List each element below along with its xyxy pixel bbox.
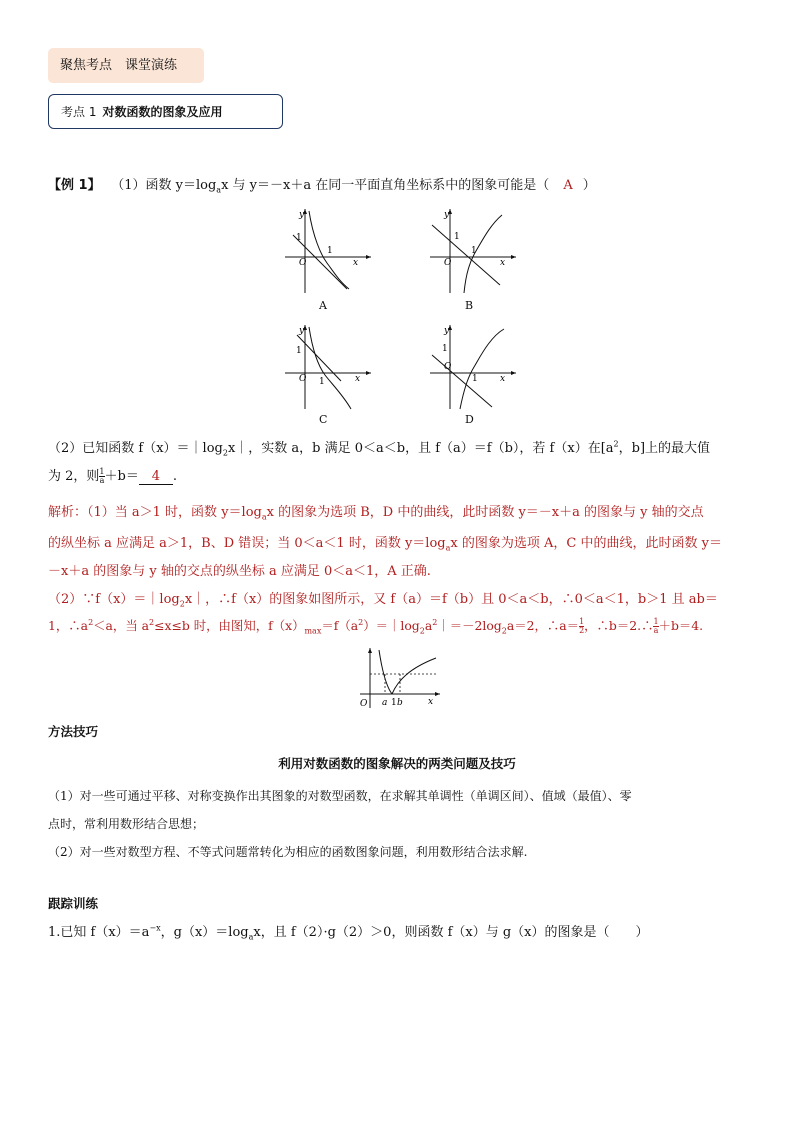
graph-a-label: A xyxy=(319,299,327,312)
method-heading: 方法技巧 xyxy=(48,724,99,739)
svg-text:x: x xyxy=(428,697,434,707)
kaodian-box xyxy=(48,94,283,129)
method-title: 利用对数函数的图象解决的两类问题及技巧 xyxy=(278,756,516,771)
svg-text:O: O xyxy=(444,258,452,268)
solution-figure xyxy=(352,646,444,710)
method-point-2: （2）对一些对数型方程、不等式问题常转化为相应的函数图象问题，利用数形结合法求解. xyxy=(48,845,528,859)
graph-b-label: B xyxy=(465,299,474,312)
svg-text:x: x xyxy=(500,374,506,384)
example-question-2-line2: 为 2，则 $\frac{1}{a}$ ＋b＝ 4 . xyxy=(48,467,177,485)
graph-c-label: C xyxy=(319,413,328,426)
svg-text:y: y xyxy=(299,326,305,336)
answer-4: 4 xyxy=(139,469,173,485)
example-question-2-line1: （2）已知函数 $f(x)=|\log_2x|$，实数 a，b 满足 0＜a＜b，且 f（a）＝f（b），若 f（x）在[$a^2$，b]上的最大值 xyxy=(48,439,711,458)
svg-text:1: 1 xyxy=(296,233,302,243)
graph-d-label: D xyxy=(465,413,474,426)
example-question-1: 【例 1】 （1）函数 $y=\log_ax$ 与 y＝－x＋a 在同一平面直角坐标系中的图象可能是（ A ） xyxy=(48,178,596,195)
svg-text:x: x xyxy=(353,258,359,268)
svg-text:1: 1 xyxy=(319,377,325,387)
kaodian-num: 考点 1 xyxy=(61,105,97,119)
method-point-1a: （1）对一些可通过平移、对称变换作出其图象的对数型函数，在求解其单调性（单调区间）、值域（最值）、零 xyxy=(48,789,632,803)
svg-text:O: O xyxy=(360,699,368,709)
solution-line-5: 1，$\therefore a^2<a$，当 $a^2\le x\le b$ 时，由图知，$f(x)_{max}=f(a^2)=|\log_2a^2|=-2\log_2a=2$，∴a＝ $\frac{1}{2}$ ，∴b＝2.∴ $\frac{1}{a}$ ＋b＝4. xyxy=(48,617,704,636)
graph-a xyxy=(283,207,373,295)
svg-text:1: 1 xyxy=(391,698,397,708)
svg-text:b: b xyxy=(397,698,403,708)
graph-c xyxy=(283,323,373,411)
solution-line-1: 解析：（1）当 a＞1 时，函数 $y=\log_ax$ 的图象为选项 B，D 中的曲线，此时函数 y＝－x＋a 的图象与 y 轴的交点 xyxy=(48,505,704,522)
svg-text:y: y xyxy=(299,210,305,220)
practice-question-1: 1.已知 $f(x)=a^{-x}$，$g(x)=\log_ax$，且 f（2）·g（2）＞0，则函数 f（x）与 g（x）的图象是（ ） xyxy=(48,923,649,942)
svg-text:1: 1 xyxy=(296,346,302,356)
solution-line-2: 的纵坐标 a 应满足 a＞1，B、D 错误；当 0＜a＜1 时，函数 $y=\log_ax$ 的图象为选项 A，C 中的曲线，此时函数 y＝ xyxy=(48,536,722,553)
svg-text:1: 1 xyxy=(471,246,477,256)
method-point-1b: 点时，常利用数形结合思想； xyxy=(48,817,205,831)
answer-a: A xyxy=(563,178,573,193)
practice-heading: 跟踪训练 xyxy=(48,896,99,911)
graph-d xyxy=(428,323,518,411)
solution-line-3: －x＋a 的图象与 y 轴的交点的纵坐标 a 应满足 0＜a＜1，A 正确. xyxy=(48,564,431,579)
svg-text:y: y xyxy=(444,326,450,336)
svg-text:x: x xyxy=(355,374,361,384)
svg-text:x: x xyxy=(500,258,506,268)
svg-text:y: y xyxy=(444,210,450,220)
svg-text:O: O xyxy=(444,362,452,372)
svg-text:1: 1 xyxy=(454,232,460,242)
svg-text:O: O xyxy=(299,258,307,268)
svg-text:a: a xyxy=(382,698,388,708)
svg-text:1: 1 xyxy=(472,374,478,384)
graph-b xyxy=(428,207,518,295)
solution-line-4: $(2)\because f(x)=|\log_2x|$，∴f（x）的图象如图所示，又 f（a）＝f（b）且 0＜a＜b，∴0＜a＜1，b＞1 且 ab＝ xyxy=(48,592,718,609)
svg-text:1: 1 xyxy=(442,344,448,354)
svg-text:O: O xyxy=(299,374,307,384)
svg-text:1: 1 xyxy=(327,246,333,256)
section-tag: 聚焦考点 课堂演练 xyxy=(48,48,204,83)
kaodian-title: 对数函数的图象及应用 xyxy=(102,105,223,119)
